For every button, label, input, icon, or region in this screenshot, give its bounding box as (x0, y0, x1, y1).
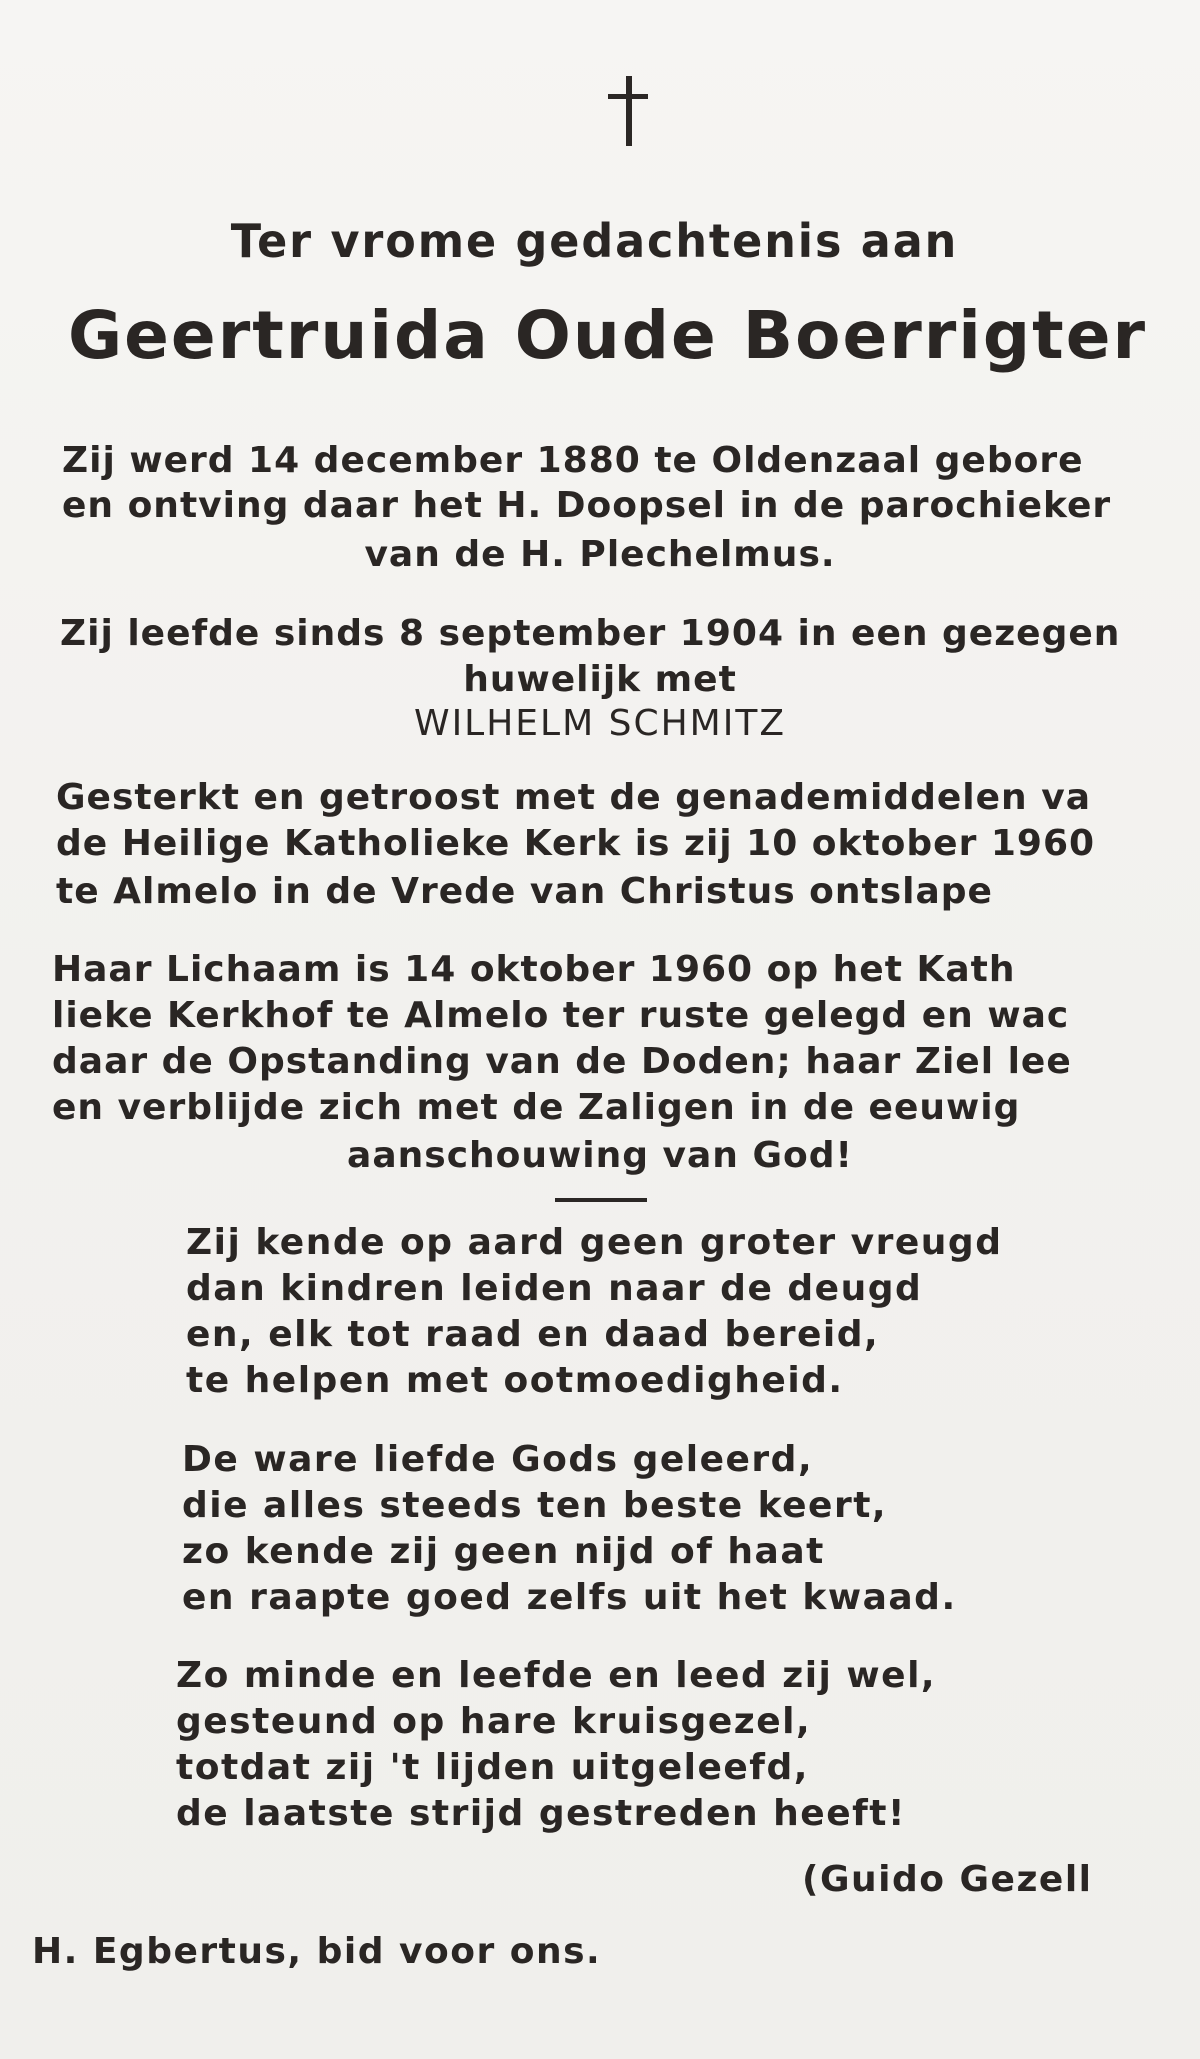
poem-s1-line-1: Zij kende op aard geen groter vreugd (186, 1222, 1003, 1263)
birth-line-2: en ontving daar het H. Doopsel in de parochieker (62, 485, 1112, 526)
marriage-line-2: huwelijk met (463, 659, 737, 700)
death-line-1: Gesterkt en getroost met de genademiddelen va (56, 777, 1091, 818)
poem-s1-line-2: dan kindren leiden naar de deugd (186, 1268, 923, 1309)
heading-intro: Ter vrome gedachtenis aan (230, 214, 959, 268)
poem-s2-line-2: die alles steeds ten beste keert, (182, 1485, 888, 1526)
poem-s3-line-4: de laatste strijd gestreden heeft! (176, 1793, 906, 1834)
spouse-name: WILHELM SCHMITZ (413, 703, 787, 744)
poem-attribution: (Guido Gezell (802, 1859, 1093, 1900)
poem-s3-line-1: Zo minde en leefde en leed zij wel, (176, 1655, 937, 1696)
poem-s2-line-4: en raapte goed zelfs uit het kwaad. (182, 1577, 957, 1618)
burial-line-2: lieke Kerkhof te Almelo ter ruste gelegd en wac (52, 995, 1070, 1036)
divider-rule (555, 1198, 647, 1202)
burial-line-1: Haar Lichaam is 14 oktober 1960 op het Kath (52, 949, 1016, 990)
marriage-line-1: Zij leefde sinds 8 september 1904 in een gezegen (60, 613, 1121, 654)
burial-line-5: aanschouwing van God! (347, 1135, 853, 1176)
cross-icon (608, 76, 648, 146)
deceased-name: Geertruida Oude Boerrigter (68, 297, 1148, 374)
death-line-3: te Almelo in de Vrede van Christus ontslape (56, 871, 993, 912)
birth-line-1: Zij werd 14 december 1880 te Oldenzaal gebore (62, 440, 1084, 481)
poem-s1-line-3: en, elk tot raad en daad bereid, (186, 1314, 880, 1355)
poem-s3-line-3: totdat zij 't lijden uitgeleefd, (176, 1747, 809, 1788)
poem-s1-line-4: te helpen met ootmoedigheid. (186, 1360, 844, 1401)
burial-line-4: en verblijde zich met de Zaligen in de eeuwig (52, 1087, 1021, 1128)
poem-s2-line-3: zo kende zij geen nijd of haat (182, 1531, 825, 1572)
birth-line-3: van de H. Plechelmus. (364, 534, 836, 575)
death-line-2: de Heilige Katholieke Kerk is zij 10 oktober 1960 (56, 823, 1096, 864)
poem-s3-line-2: gesteund op hare kruisgezel, (176, 1701, 812, 1742)
burial-line-3: daar de Opstanding van de Doden; haar Ziel lee (52, 1041, 1072, 1082)
closing-prayer: H. Egbertus, bid voor ons. (32, 1931, 602, 1972)
poem-s2-line-1: De ware liefde Gods geleerd, (182, 1439, 814, 1480)
